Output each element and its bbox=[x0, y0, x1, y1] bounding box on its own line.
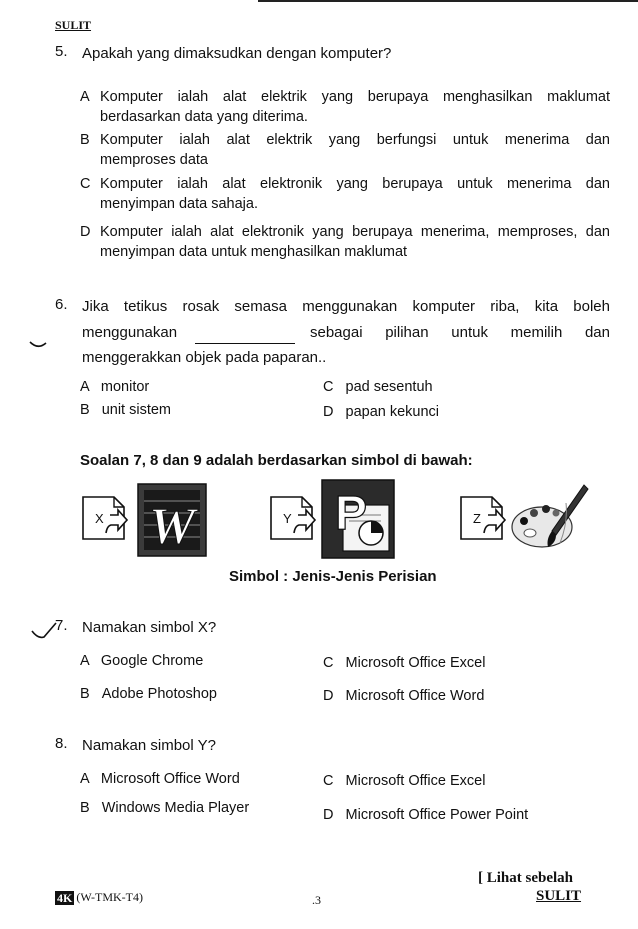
q7-option-text: Google Chrome bbox=[100, 653, 204, 669]
q8-question: Namakan simbol Y? bbox=[82, 737, 216, 754]
q6-option-text: monitor bbox=[100, 379, 150, 395]
q8-number: 8. bbox=[55, 735, 68, 752]
q5-option-d-line2: menyimpan data untuk menghasilkan maklumat bbox=[100, 244, 408, 260]
q8-option-c bbox=[323, 771, 485, 791]
q5-option-letter: A bbox=[80, 89, 90, 105]
q7-option-letter: C bbox=[323, 655, 334, 671]
q5-option-c bbox=[80, 174, 610, 218]
q8-option-d bbox=[323, 805, 528, 825]
q7-option-c bbox=[323, 653, 485, 673]
q5-option-letter: B bbox=[80, 132, 90, 148]
shortcut-y-icon bbox=[268, 493, 318, 543]
q6-option-text: unit sistem bbox=[101, 402, 172, 418]
q6-line2-pre: menggunakan bbox=[82, 324, 178, 341]
q8-option-text: Windows Media Player bbox=[101, 800, 250, 816]
q7-option-text: Microsoft Office Excel bbox=[345, 655, 486, 671]
q6-option-text: papan kekunci bbox=[345, 404, 440, 420]
footer-turn-page: [ Lihat sebelah bbox=[478, 870, 574, 886]
shortcut-x-icon bbox=[80, 493, 130, 543]
q7-option-letter: D bbox=[323, 688, 334, 704]
q6-line3: menggerakkan objek pada paparan.. bbox=[82, 349, 327, 366]
q7-option-text: Adobe Photoshop bbox=[101, 686, 217, 702]
q7-option-a bbox=[80, 651, 203, 671]
symbols-caption: Simbol : Jenis-Jenis Perisian bbox=[229, 568, 437, 585]
footer-code-group bbox=[55, 890, 143, 905]
q5-number: 5. bbox=[55, 43, 68, 60]
q5-option-d bbox=[80, 222, 610, 266]
header-sulit: SULIT bbox=[55, 18, 92, 32]
q7-option-letter: A bbox=[80, 653, 89, 669]
paint-palette-icon bbox=[508, 481, 590, 553]
q6-option-c bbox=[323, 377, 433, 397]
footer-badge: 4K bbox=[57, 890, 73, 905]
q6-option-letter: C bbox=[323, 379, 334, 395]
q5-option-c-line1: Komputer ialah alat elektronik yang berupaya untuk menerima dan bbox=[100, 176, 610, 192]
footer-page-number: .3 bbox=[312, 893, 321, 907]
q6-option-letter: A bbox=[80, 379, 89, 395]
q8-option-a bbox=[80, 769, 240, 789]
q8-option-letter: A bbox=[80, 771, 89, 787]
q5-option-b bbox=[80, 130, 610, 174]
q8-option-letter: B bbox=[80, 800, 90, 816]
ms-word-letter: W bbox=[148, 498, 196, 555]
q7-option-text: Microsoft Office Word bbox=[345, 688, 485, 704]
q5-option-a-line2: berdasarkan data yang diterima. bbox=[100, 109, 308, 125]
q7-number: 7. bbox=[55, 617, 68, 634]
q6-line2 bbox=[82, 322, 610, 344]
q8-option-letter: D bbox=[323, 807, 334, 823]
q8-option-text: Microsoft Office Excel bbox=[345, 773, 486, 789]
q6-line1: Jika tetikus rosak semasa menggunakan komputer riba, kita boleh bbox=[82, 298, 610, 315]
q5-option-d-line1: Komputer ialah alat elektronik yang berupaya menerima, memproses, dan bbox=[100, 224, 610, 240]
q5-option-a-line1: Komputer ialah alat elektrik yang berupaya menghasilkan maklumat bbox=[100, 89, 610, 105]
symbols-instruction: Soalan 7, 8 dan 9 adalah berdasarkan simbol di bawah: bbox=[80, 452, 473, 469]
margin-tick-mark bbox=[28, 340, 48, 352]
top-rule bbox=[258, 0, 638, 2]
q6-option-letter: D bbox=[323, 404, 334, 420]
ms-powerpoint-icon bbox=[321, 479, 395, 559]
q8-option-text: Microsoft Office Word bbox=[100, 771, 240, 787]
q8-option-b bbox=[80, 798, 249, 818]
q7-option-d bbox=[323, 686, 484, 706]
q7-option-letter: B bbox=[80, 686, 90, 702]
q6-option-letter: B bbox=[80, 402, 90, 418]
shortcut-z-label: Z bbox=[473, 511, 481, 526]
q5-option-b-line1: Komputer ialah alat elektrik yang berfungsi untuk menerima dan bbox=[100, 132, 610, 148]
q7-question: Namakan simbol X? bbox=[82, 619, 217, 636]
q6-option-b bbox=[80, 400, 171, 420]
q6-number: 6. bbox=[55, 296, 68, 313]
q5-option-b-line2: memproses data bbox=[100, 152, 208, 168]
margin-tick-mark bbox=[30, 619, 58, 643]
q6-blank bbox=[195, 328, 295, 344]
q8-option-text: Microsoft Office Power Point bbox=[345, 807, 529, 823]
footer-sulit: SULIT bbox=[536, 888, 582, 904]
shortcut-y-label: Y bbox=[283, 511, 292, 526]
ms-powerpoint-letter: P bbox=[334, 487, 368, 540]
q7-option-b bbox=[80, 684, 217, 704]
q6-option-a bbox=[80, 377, 149, 397]
q5-option-a bbox=[80, 87, 610, 131]
q8-option-letter: C bbox=[323, 773, 334, 789]
shortcut-x-label: X bbox=[95, 511, 104, 526]
ms-word-icon bbox=[137, 483, 207, 557]
shortcut-z-icon bbox=[458, 493, 508, 543]
q5-question: Apakah yang dimaksudkan dengan komputer? bbox=[82, 45, 392, 62]
q5-option-c-line2: menyimpan data sahaja. bbox=[100, 196, 258, 212]
footer-code: (W-TMK-T4) bbox=[76, 890, 143, 904]
q5-option-letter: D bbox=[80, 224, 91, 240]
q6-option-d bbox=[323, 402, 439, 422]
q6-line2-post: sebagai pilihan untuk memilih dan bbox=[310, 324, 610, 341]
q6-option-text: pad sesentuh bbox=[345, 379, 433, 395]
q5-option-letter: C bbox=[80, 176, 91, 192]
